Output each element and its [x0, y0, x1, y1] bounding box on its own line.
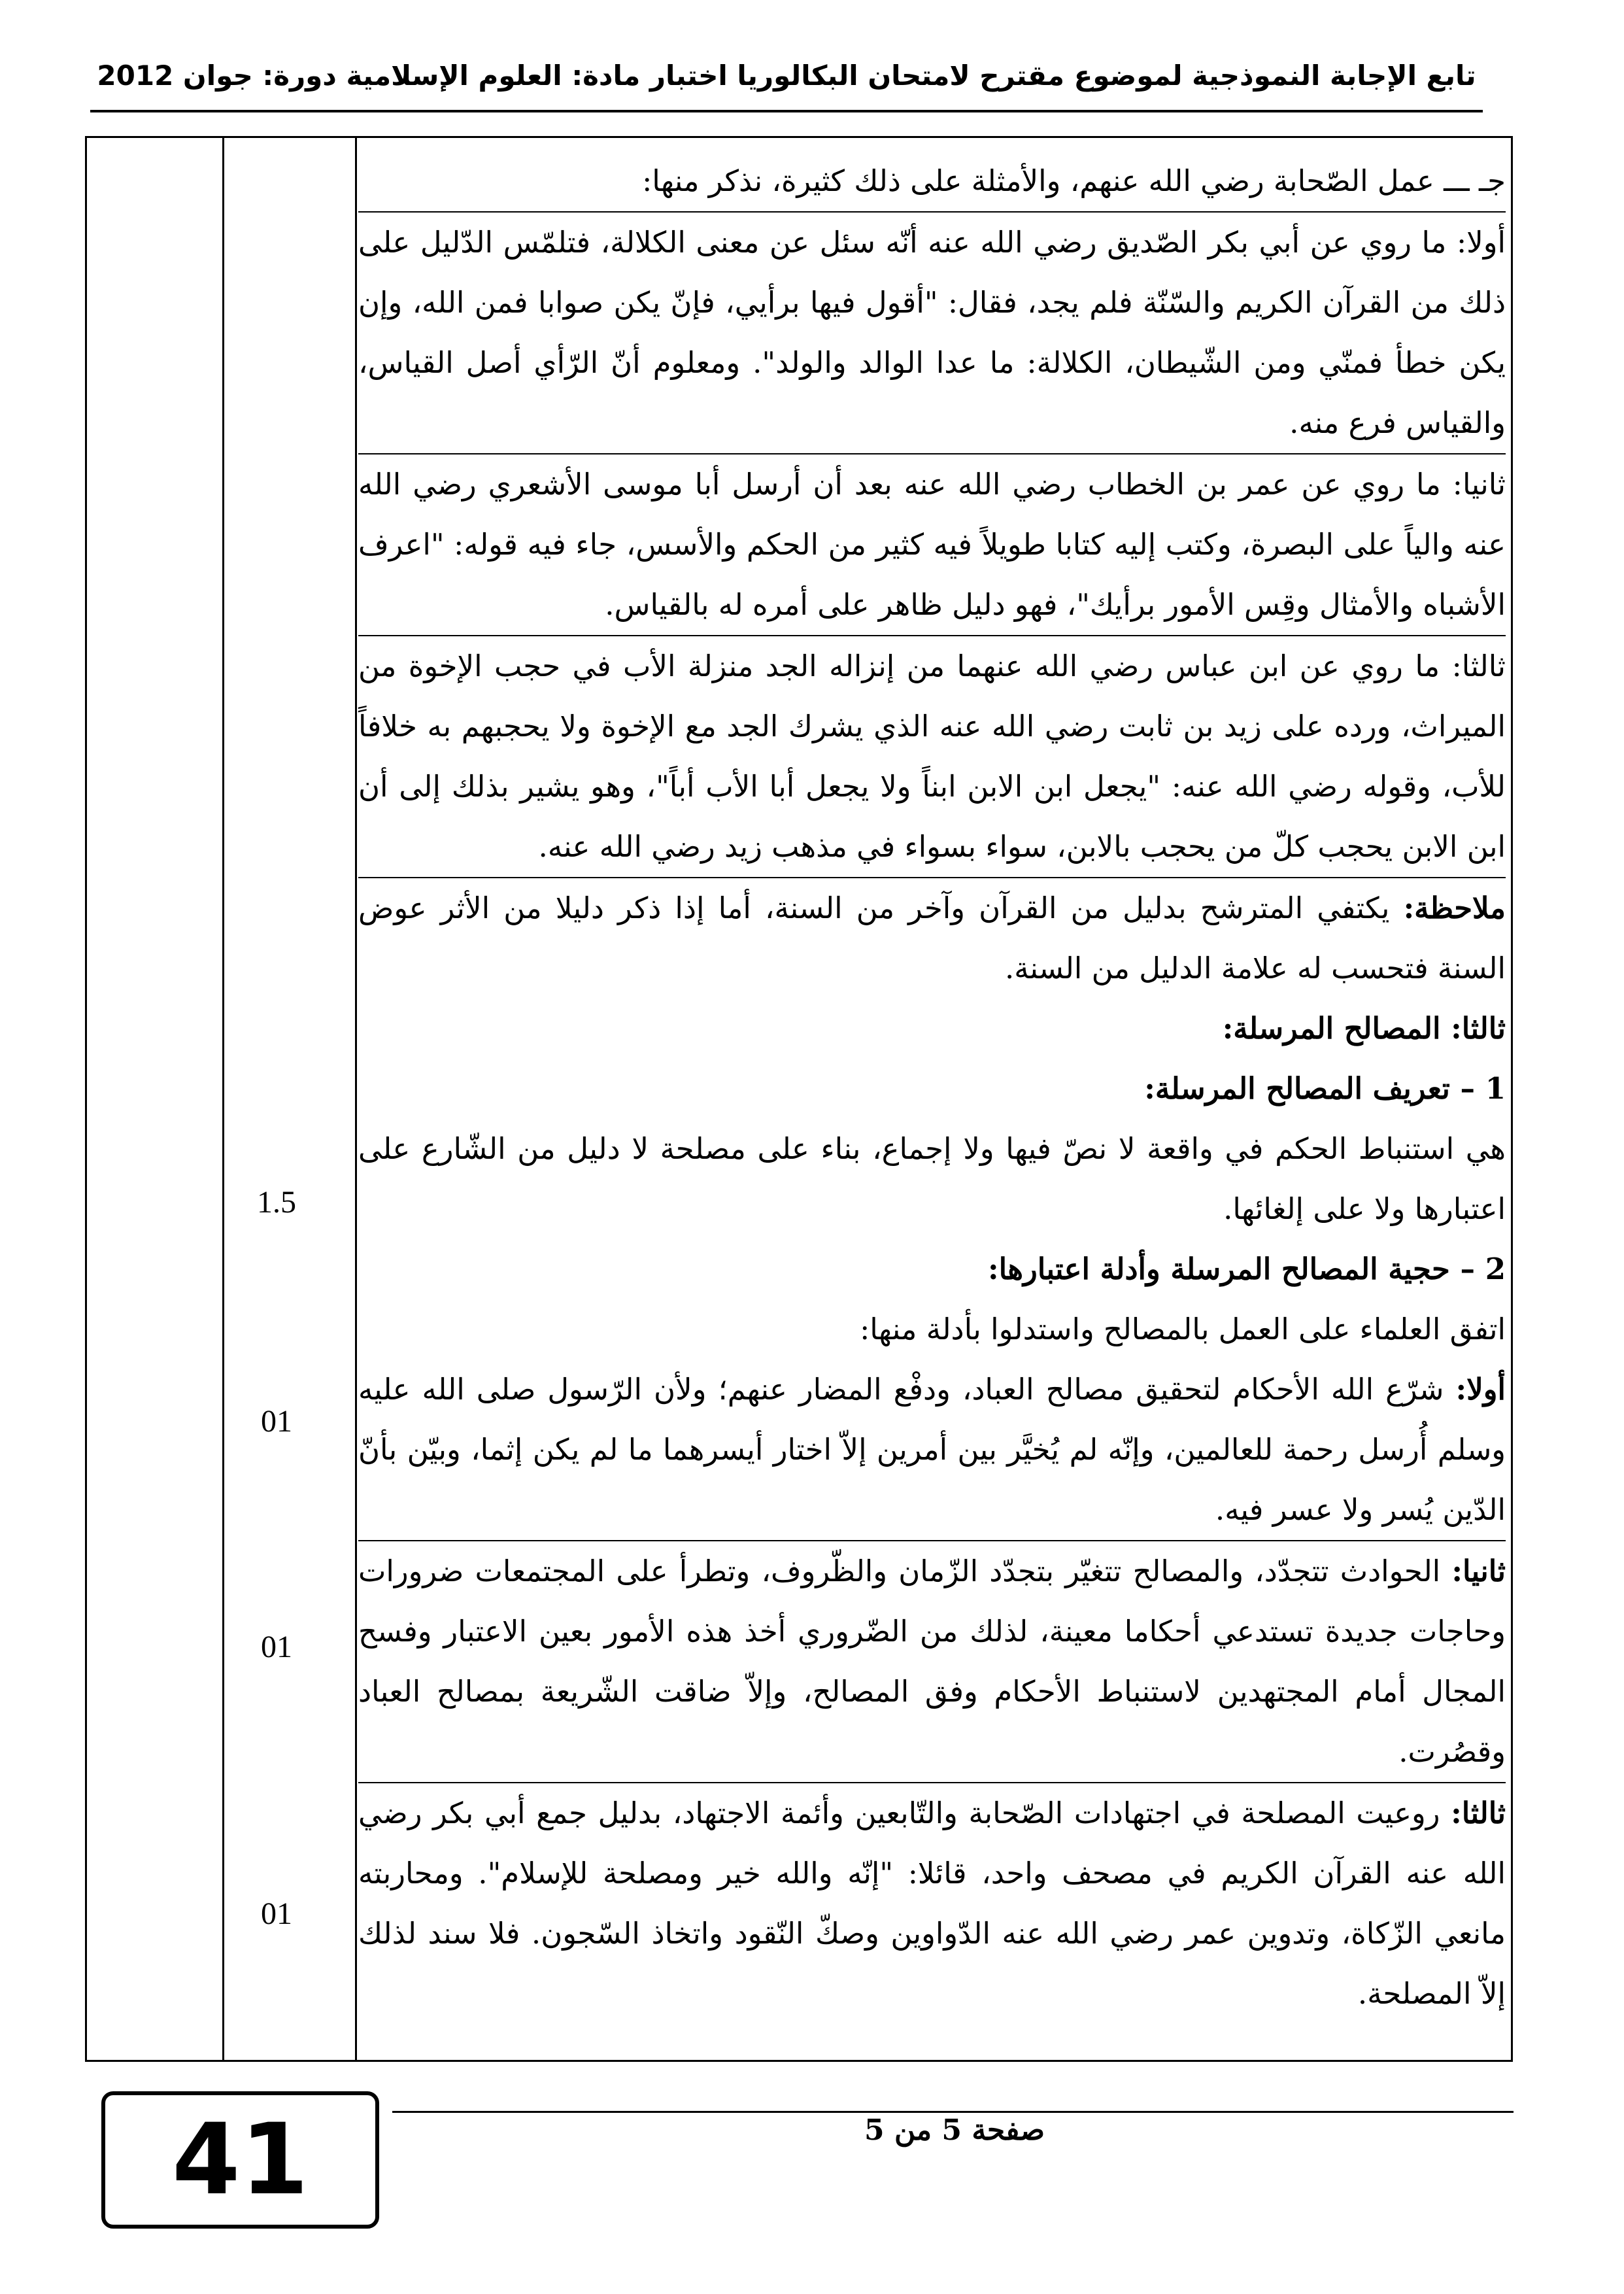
- score-proof-3: 01: [261, 1896, 292, 1931]
- answer-table: [85, 136, 1513, 2062]
- paragraph-proof-2: [358, 1540, 1506, 1782]
- paragraph-proof-1: [358, 1360, 1506, 1540]
- page-number-badge: 41: [101, 2091, 379, 2229]
- score-proof-1: 01: [261, 1404, 292, 1439]
- paragraph-omar: ثانيا: ما روي عن عمر بن الخطاب رضي الله عنه بعد أن أرسل أبا موسى الأشعري رضي الله عنه والياً على البصرة، وكتب إليه كتابا طويلاً فيه كثير من الحكم والأسس، جاء فيه قوله: "اعرف الأشباه والأمثال وقِس الأمور برأيك"، فهو دليل ظاهر على أمره له بالقياس.: [358, 453, 1506, 635]
- score-definition: 1.5: [257, 1185, 296, 1220]
- paragraph-definition: هي استنباط الحكم في واقعة لا نصّ فيها ولا إجماع، بناء على مصلحة لا دليل من الشّارع على اعتبارها ولا على إلغائها.: [358, 1131, 1506, 1226]
- header-rule: [90, 110, 1483, 112]
- score-proof-2: 01: [261, 1630, 292, 1664]
- subheading-definition: 1 – تعريف المصالح المرسلة:: [1144, 1071, 1506, 1106]
- paragraph-ibn-abbas: ثالثا: ما روي عن ابن عباس رضي الله عنهما من إنزاله الجد منزلة الأب في حجب الإخوة من الميراث، ورده على زيد بن ثابت رضي الله عنه الذي يشرك الجد مع الإخوة ولا يحجبهم به خلافاً للأب، وقوله رضي الله عنه: "يجعل ابن الابن ابناً ولا يجعل أبا الأب أباً"، وهو يشير بذلك إلى أن ابن الابن يحجب كلّ من يحجب بالابن، سواء بسواء في مذهب زيد رضي الله عنه.: [358, 635, 1506, 877]
- page-label: صفحة 5 من 5: [864, 2114, 1045, 2147]
- subheading-proofs: 2 – حجية المصالح المرسلة وأدلة اعتبارها:: [987, 1252, 1506, 1286]
- header-title: تابع الإجابة النموذجية لموضوع مقترح لامتحان البكالوريا اختبار مادة: العلوم الإسلامية دورة: جوان 2012: [97, 59, 1476, 92]
- proof-3-lead: ثالثا:: [1451, 1796, 1506, 1830]
- paragraph-note: [358, 877, 1506, 999]
- column-divider-2: [355, 138, 357, 2060]
- note-text: يكتفي المترشح بدليل من القرآن وآخر من السنة، أما إذا ذكر دليلا من الأثر عوض السنة فتحسب له علامة الدليل من السنة.: [358, 891, 1506, 985]
- proof-2-text: الحوادث تتجدّد، والمصالح تتغيّر بتجدّد الزّمان والظّروف، وتطرأ على المجتمعات ضرورات وحاجات جديدة تستدعي أحكاما معينة، لذلك من الضّروري أخذ هذه الأمور بعين الاعتبار وفسح المجال أمام المجتهدين لاستنباط الأحكام وفق المصالح، وإلاّ ضاقت الشّريعة بمصالح العباد وقصُرت.: [358, 1554, 1506, 1769]
- paragraph-scholars: اتفق العلماء على العمل بالمصالح واستدلوا بأدلة منها:: [860, 1312, 1506, 1346]
- note-lead: ملاحظة:: [1403, 891, 1506, 925]
- document-header: [90, 46, 1483, 105]
- paragraph-abu-bakr: أولا: ما روي عن أبي بكر الصّديق رضي الله عنه أنّه سئل عن معنى الكلالة، فتلمّس الدّليل على ذلك من القرآن الكريم والسّنّة فلم يجد، فقال: "أقول فيها برأيي، فإنّ يكن صوابا فمن الله، وإن يكن خطأ فمنّي ومن الشّيطان، الكلالة: ما عدا الوالد والولد". ومعلوم أنّ الرّأي أصل القياس، والقياس فرع منه.: [358, 211, 1506, 453]
- paragraph-companions: جـ ـــ عمل الصّحابة رضي الله عنهم، والأمثلة على ذلك كثيرة، نذكر منها:: [642, 163, 1506, 198]
- footer-rule: [392, 2111, 1514, 2113]
- proof-3-text: روعيت المصلحة في اجتهادات الصّحابة والتّابعين وأئمة الاجتهاد، بدليل جمع أبي بكر رضي الله عنه القرآن الكريم في مصحف واحد، قائلا: "إنّه والله خير ومصلحة للإسلام". ومحاربته مانعي الزّكاة، وتدوين عمر رضي الله عنه الدّواوين وصكّ النّقود واتخاذ السّجون. فلا سند لذلك إلاّ المصلحة.: [358, 1796, 1506, 2011]
- proof-2-lead: ثانيا:: [1451, 1554, 1506, 1588]
- proof-1-text: شرّع الله الأحكام لتحقيق مصالح العباد، ودفْع المضار عنهم؛ ولأن الرّسول صلى الله عليه وسلم أُرسل رحمة للعالمين، وإنّه لم يُخيَّر بين أمرين إلاّ اختار أيسرهما ما لم يكن إثما، وبيّن بأنّ الدّين يُسر ولا عسر فيه.: [358, 1372, 1506, 1527]
- section-heading-masalih: ثالثا: المصالح المرسلة:: [1222, 1011, 1506, 1046]
- answer-text-column: [358, 151, 1506, 2051]
- proof-1-lead: أولا:: [1455, 1372, 1506, 1407]
- paragraph-proof-3: [358, 1782, 1506, 2024]
- column-divider-1: [222, 138, 224, 2060]
